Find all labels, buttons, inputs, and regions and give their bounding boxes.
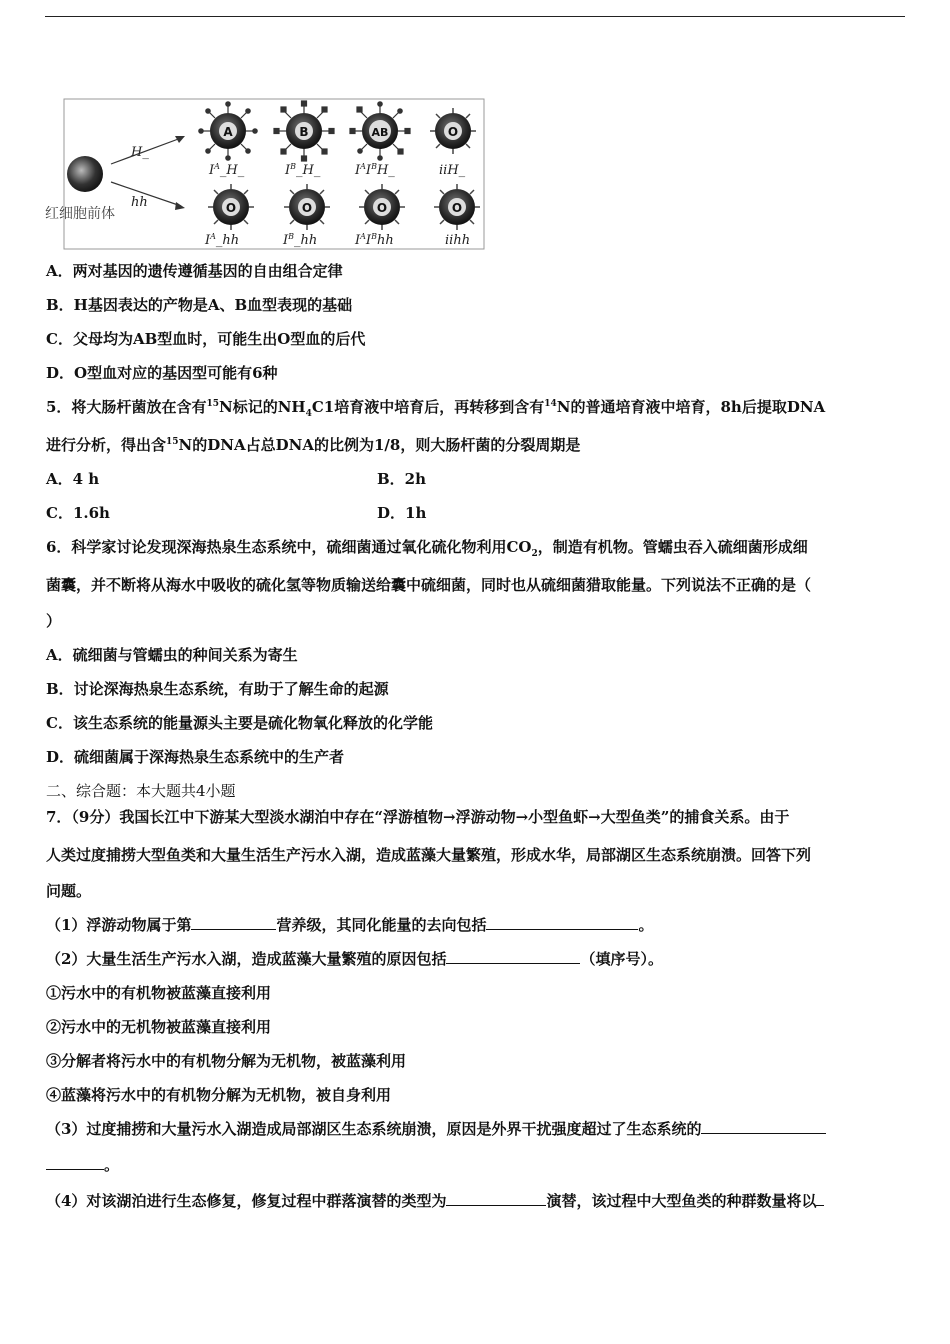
answer-blank[interactable]: [701, 1119, 826, 1134]
q4-option-c: C．父母均为AB型血时，可能生出O型血的后代: [46, 330, 366, 348]
svg-text:O: O: [225, 201, 237, 215]
q5-option-d: D．1h: [377, 504, 427, 522]
genotype-bottom-4: iihh: [445, 233, 471, 248]
answer-blank[interactable]: [446, 1191, 546, 1206]
q7-stem-line1: 7．（9分）我国长江中下游某大型淡水湖泊中存在“浮游植物→浮游动物→小型鱼虾→大型鱼类”的捕食关系。由于: [46, 808, 790, 826]
svg-text:O: O: [447, 125, 459, 139]
svg-text:O: O: [376, 201, 388, 215]
genotype-top-3: $I^AI^BH\_$: [355, 162, 395, 178]
q7-choice-3: ③分解者将污水中的有机物分解为无机物，被蓝藻利用: [46, 1052, 407, 1070]
q6-stem-line3: ）: [46, 612, 62, 630]
q4-option-a: A．两对基因的遗传遵循基因的自由组合定律: [46, 262, 343, 280]
cell-O-bottom-1: [208, 184, 254, 230]
answer-blank[interactable]: [486, 915, 638, 930]
cell-AB: [350, 102, 410, 160]
q6-option-c: C．该生态系统的能量源头主要是硫化物氧化释放的化学能: [46, 714, 433, 732]
genotype-bottom-1: $I^A\_hh$: [205, 232, 240, 248]
q7-choice-4: ④蓝藻将污水中的有机物分解为无机物，被自身利用: [46, 1086, 392, 1104]
cell-O-top: [430, 108, 476, 154]
q6-option-a: A．硫细菌与管蠕虫的种间关系为寄生: [46, 646, 298, 664]
precursor-label: 红细胞前体: [45, 206, 115, 222]
svg-text:O: O: [301, 201, 313, 215]
q7-sub4: （4）对该湖泊进行生态修复，修复过程中群落演替的类型为 演替，该过程中大型鱼类的种群数量将以: [46, 1191, 824, 1211]
q5-option-b: B．2h: [377, 470, 427, 488]
answer-blank[interactable]: [446, 949, 580, 964]
cell-O-bottom-3: [359, 184, 405, 230]
genotype-top-1: $I^A\_H\_$: [209, 162, 245, 178]
q5-stem-line1: 5．将大肠杆菌放在含有$^{15}$N标记的$NH_4C1$培育液中培育后，再转移到含有$^{14}$N的普通培育液中培育，8h后提取DNA: [46, 398, 826, 419]
answer-blank[interactable]: [191, 915, 276, 930]
q6-stem-line1: 6．科学家讨论发现深海热泉生态系统中，硫细菌通过氧化硫化物利用$CO_2$，制造有机物。管蠕虫吞入硫细菌形成细: [46, 538, 808, 559]
svg-text:A: A: [223, 125, 233, 139]
q7-sub3: （3）过度捕捞和大量污水入湖造成局部湖区生态系统崩溃，原因是外界干扰强度超过了生态系统的: [46, 1119, 826, 1139]
header-rule: [45, 16, 905, 17]
q5-stem-line2: 进行分析，得出含$^{15}$N的DNA占总DNA的比例为1/8，则大肠杆菌的分裂周期是: [46, 436, 581, 454]
q7-sub3-cont: 。: [46, 1155, 119, 1175]
svg-text:B: B: [299, 125, 309, 139]
q5-option-a: A．4 h: [46, 470, 100, 488]
blood-type-figure: [45, 98, 485, 250]
q7-sub2: （2）大量生活生产污水入湖，造成蓝藻大量繁殖的原因包括 （填序号）。: [46, 950, 663, 968]
svg-text:AB: AB: [371, 126, 389, 139]
q4-option-b: B．H基因表达的产物是A、B血型表现的基础: [46, 296, 353, 314]
genotype-bottom-3: $I^AI^Bhh$: [355, 232, 394, 248]
figure-frame: [64, 99, 484, 249]
cell-A: [199, 102, 257, 160]
q7-stem-line3: 问题。: [46, 882, 92, 900]
answer-blank[interactable]: [46, 1155, 104, 1170]
svg-text:O: O: [451, 201, 463, 215]
arrow-lower-head: [175, 202, 185, 210]
precursor-cell: [67, 156, 103, 192]
arrow-lower-label: hh: [131, 195, 148, 210]
cell-O-bottom-2: [284, 184, 330, 230]
q6-option-d: D．硫细菌属于深海热泉生态系统中的生产者: [46, 748, 345, 766]
genotype-top-2: $I^B\_H\_$: [285, 162, 321, 178]
q4-option-d: D．O型血对应的基因型可能有6种: [46, 364, 278, 382]
q5-option-c: C．1.6h: [46, 504, 110, 522]
genotype-bottom-2: $I^B\_hh$: [283, 232, 318, 248]
q7-choice-1: ①污水中的有机物被蓝藻直接利用: [46, 984, 272, 1002]
q6-option-b: B．讨论深海热泉生态系统，有助于了解生命的起源: [46, 680, 389, 698]
q6-stem-line2: 菌囊，并不断将从海水中吸收的硫化氢等物质输送给囊中硫细菌，同时也从硫细菌猎取能量。下列说法不正确的是（: [46, 576, 812, 594]
cell-B: [274, 101, 334, 161]
cell-O-bottom-4: [434, 184, 480, 230]
arrow-upper-label: H_: [131, 145, 149, 160]
q7-stem-line2: 人类过度捕捞大型鱼类和大量生活生产污水入湖，造成蓝藻大量繁殖，形成水华，局部湖区生态系统崩溃。回答下列: [46, 846, 812, 864]
q7-choice-2: ②污水中的无机物被蓝藻直接利用: [46, 1018, 272, 1036]
genotype-top-4: iiH_: [439, 163, 466, 178]
answer-blank[interactable]: [816, 1191, 824, 1206]
q7-sub1: （1）浮游动物属于第 营养级，其同化能量的去向包括 。: [46, 916, 654, 934]
section-heading: 二、综合题：本大题共4小题: [46, 782, 236, 800]
